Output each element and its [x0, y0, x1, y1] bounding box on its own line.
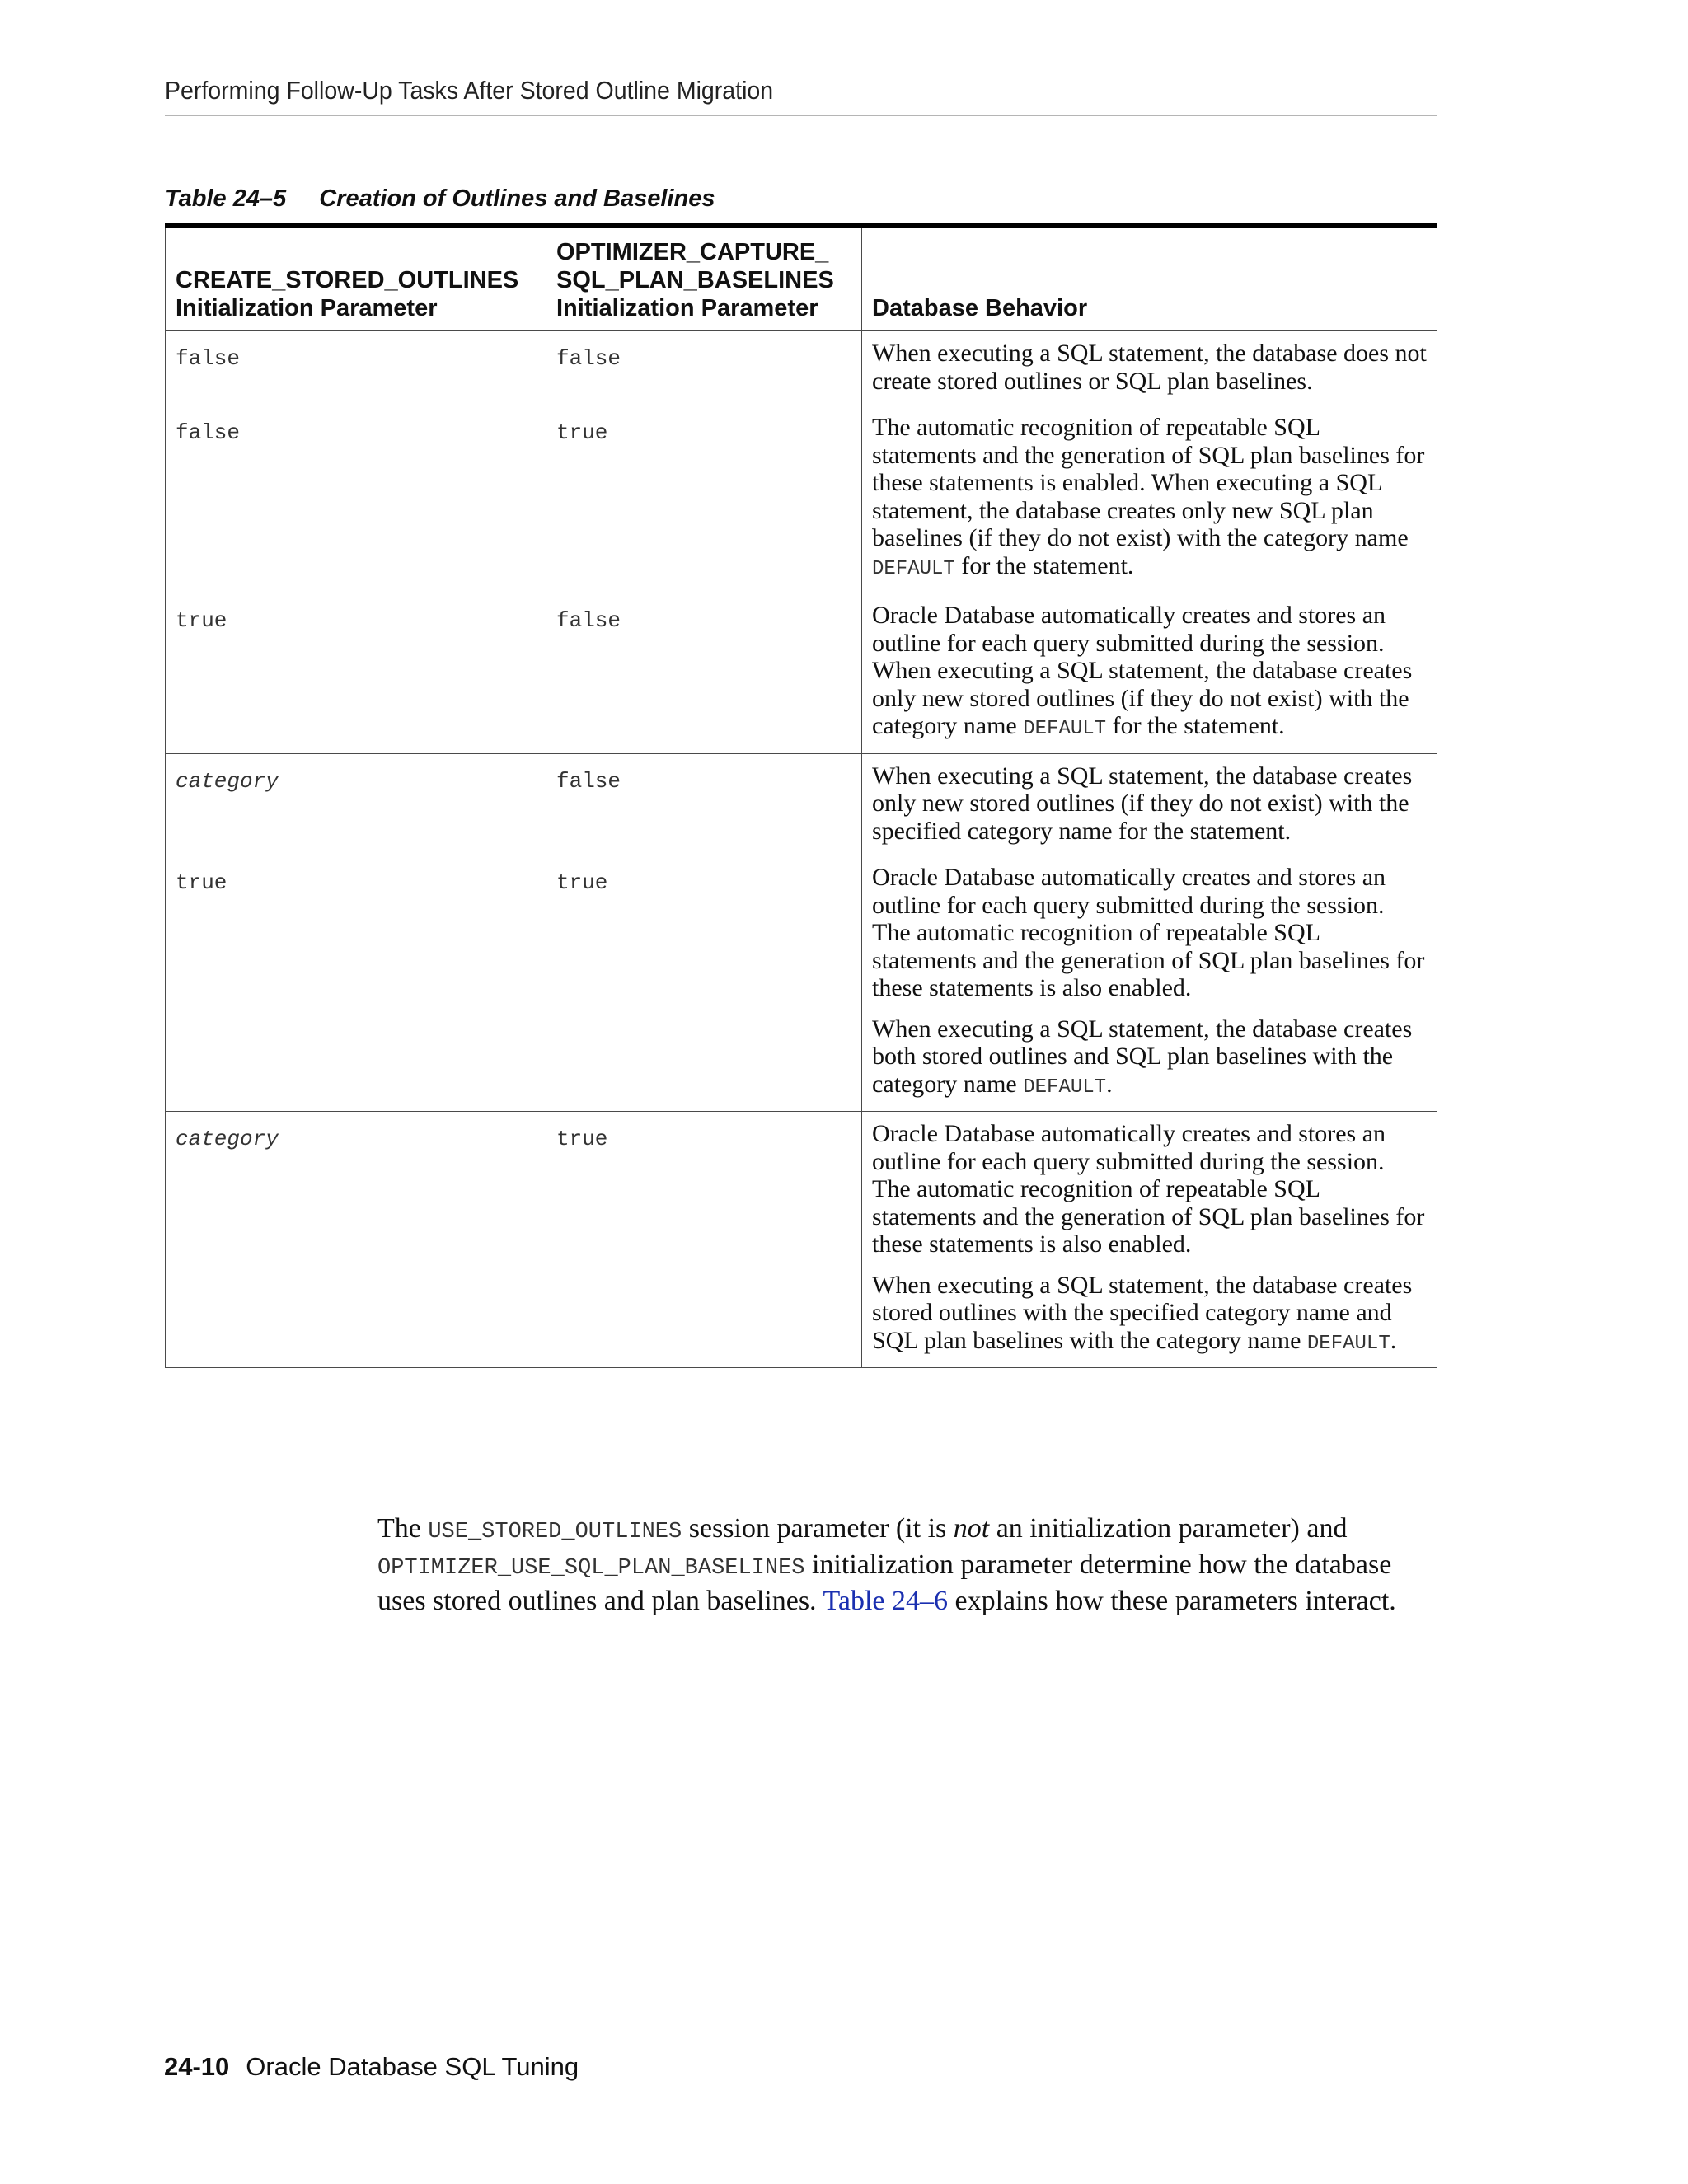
body-paragraph: The USE_STORED_OUTLINES session parameter (it is not an initialization parameter) and OPTIMIZER_USE_SQL_PLAN_BASELINES initialization parameter determine how the database uses stored outlines and plan baselines. Table 24–6 explains how these parameters interact. — [377, 1513, 1396, 1616]
cell-database-behavior: Oracle Database automatically creates and stores an outline for each query submitted during the session. The automatic recognition of repeatable SQL statements and the generation of SQL plan baselines for these statements is also enabled. When executing a SQL statement, the database creates stored outlines with the specified category name and SQL plan baselines with the category name DEFAULT. — [862, 1112, 1437, 1368]
table-row — [166, 753, 1437, 855]
cell-database-behavior: When executing a SQL statement, the database creates only new stored outlines (if they do not exist) with the specified category name for the statement. — [862, 753, 1437, 855]
inline-code: DEFAULT — [1306, 1332, 1390, 1355]
emphasis: not — [953, 1513, 990, 1544]
running-header: Performing Follow-Up Tasks After Stored Outline Migration — [165, 76, 774, 105]
cell-database-behavior: Oracle Database automatically creates and stores an outline for each query submitted during the session. The automatic recognition of repeatable SQL statements and the generation of SQL plan baselines for these statements is also enabled. When executing a SQL statement, the database creates both stored outlines and SQL plan baselines with the category name DEFAULT. — [862, 855, 1437, 1112]
cell-create-stored-outlines: false — [166, 331, 546, 405]
header-database-behavior: Database Behavior — [862, 226, 1437, 331]
page-number: 24-10 — [164, 2052, 230, 2081]
inline-code: DEFAULT — [872, 557, 955, 580]
inline-code: USE_STORED_OUTLINES — [428, 1520, 682, 1544]
cell-optimizer-capture: true — [546, 1112, 862, 1368]
inline-code: DEFAULT — [1023, 718, 1107, 740]
table-row — [166, 593, 1437, 754]
outlines-baselines-table — [165, 223, 1437, 1368]
table-header-row — [166, 226, 1437, 331]
cell-create-stored-outlines: category — [166, 1112, 546, 1368]
cell-optimizer-capture: false — [546, 331, 862, 405]
cell-optimizer-capture: true — [546, 405, 862, 593]
table-caption-number: Table 24–5 — [165, 185, 287, 212]
table-24-6-link[interactable]: Table 24–6 — [823, 1586, 948, 1616]
table-caption-title: Creation of Outlines and Baselines — [319, 185, 715, 212]
cell-create-stored-outlines: true — [166, 855, 546, 1112]
header-optimizer-capture: OPTIMIZER_CAPTURE_ SQL_PLAN_BASELINES Initialization Parameter — [546, 226, 862, 331]
table-row — [166, 331, 1437, 405]
table-row — [166, 405, 1437, 593]
cell-database-behavior: Oracle Database automatically creates and stores an outline for each query submitted during the session. When executing a SQL statement, the database creates only new stored outlines (if they do not exist) with the category name DEFAULT for the statement. — [862, 593, 1437, 754]
cell-database-behavior: The automatic recognition of repeatable SQL statements and the generation of SQL plan baselines for these statements is enabled. When executing a SQL statement, the database creates only new SQL plan baselines (if they do not exist) with the category name DEFAULT for the statement. — [862, 405, 1437, 593]
cell-create-stored-outlines: true — [166, 593, 546, 754]
cell-optimizer-capture: false — [546, 753, 862, 855]
cell-optimizer-capture: false — [546, 593, 862, 754]
cell-database-behavior: When executing a SQL statement, the database does not create stored outlines or SQL plan baselines. — [862, 331, 1437, 405]
inline-code: DEFAULT — [1023, 1076, 1107, 1099]
cell-create-stored-outlines: category — [166, 753, 546, 855]
header-create-stored-outlines: CREATE_STORED_OUTLINES Initialization Parameter — [166, 226, 546, 331]
cell-optimizer-capture: true — [546, 855, 862, 1112]
book-title: Oracle Database SQL Tuning — [246, 2052, 579, 2081]
header-rule — [165, 115, 1437, 116]
cell-create-stored-outlines: false — [166, 405, 546, 593]
table-row — [166, 1112, 1437, 1368]
page-footer — [164, 2052, 579, 2082]
table-caption — [165, 185, 715, 213]
table-row — [166, 855, 1437, 1112]
inline-code: OPTIMIZER_USE_SQL_PLAN_BASELINES — [377, 1556, 805, 1581]
